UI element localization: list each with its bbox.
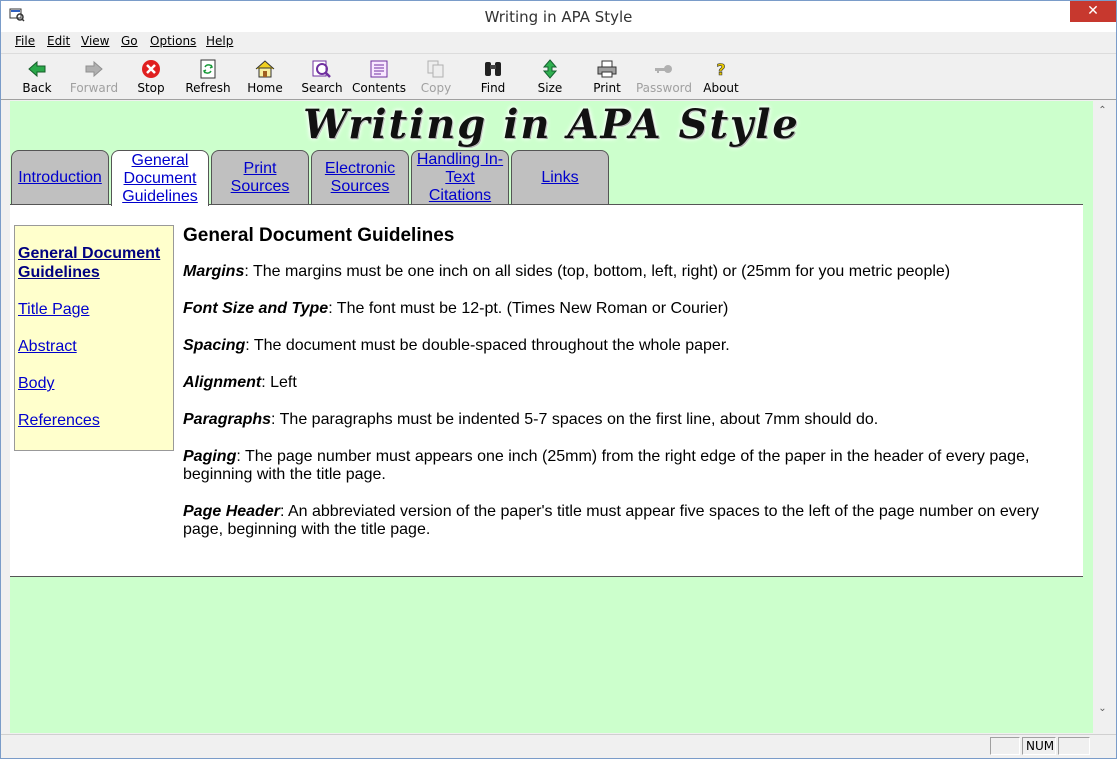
find-button[interactable]: Find	[463, 58, 523, 98]
printer-icon	[596, 58, 618, 80]
banner	[10, 101, 1093, 149]
menu-options[interactable]: Options	[150, 34, 197, 48]
menu-go[interactable]: Go	[121, 34, 138, 48]
scroll-down-icon[interactable]: ⌄	[1098, 703, 1107, 714]
menu-bar	[1, 32, 1116, 52]
forward-arrow-icon	[83, 58, 105, 80]
back-button[interactable]: Back	[7, 58, 67, 98]
tab-general-document-guidelines[interactable]: General Document Guidelines	[111, 150, 209, 206]
search-button[interactable]: Search	[292, 58, 352, 98]
status-bar	[1, 734, 1116, 758]
home-icon	[254, 58, 276, 80]
tab-electronic-sources[interactable]: Electronic Sources	[311, 150, 409, 204]
guideline-page-header: Page Header: An abbreviated version of the paper's title must appear five spaces to the left of the page number on every page, beginning with the title page.	[183, 503, 1039, 538]
close-button[interactable]: ✕	[1070, 1, 1116, 22]
nav-link-abstract[interactable]: Abstract	[18, 338, 77, 355]
stop-button[interactable]: Stop	[121, 58, 181, 98]
menu-help[interactable]: Help	[206, 34, 234, 48]
scroll-up-icon[interactable]: ⌃	[1098, 105, 1107, 116]
search-icon	[311, 58, 333, 80]
nav-link-references[interactable]: References	[18, 412, 100, 429]
guideline-paging: Paging: The page number must appears one inch (25mm) from the right edge of the paper in the header of every page, beginning with the title page.	[183, 448, 1030, 483]
status-pane-empty-2	[1058, 737, 1090, 755]
home-button[interactable]: Home	[235, 58, 295, 98]
guideline-font: Font Size and Type: The font must be 12-pt. (Times New Roman or Courier)	[183, 300, 729, 317]
size-icon	[539, 58, 561, 80]
nav-link-title-page[interactable]: Title Page	[18, 301, 90, 318]
size-button[interactable]: Size	[520, 58, 580, 98]
content-area	[10, 101, 1093, 733]
nav-link-general-document-guidelines[interactable]: General Document Guidelines	[18, 245, 161, 281]
guideline-margins: Margins: The margins must be one inch on all sides (top, bottom, left, right) or (25mm for you metric people)	[183, 263, 951, 280]
status-num: NUM	[1022, 737, 1056, 755]
content-panel	[10, 204, 1083, 577]
nav-link-body[interactable]: Body	[18, 375, 55, 392]
guideline-paragraphs: Paragraphs: The paragraphs must be indented 5-7 spaces on the first line, about 7mm should do.	[183, 411, 879, 428]
menu-edit[interactable]: Edit	[47, 34, 71, 48]
guideline-alignment: Alignment: Left	[183, 374, 297, 391]
stop-icon	[140, 58, 162, 80]
status-pane-empty	[990, 737, 1020, 755]
main-text	[183, 225, 1073, 558]
menu-view[interactable]: View	[81, 34, 110, 48]
refresh-button[interactable]: Refresh	[178, 58, 238, 98]
tab-print-sources[interactable]: Print Sources	[211, 150, 309, 204]
tab-handling-in-text-citations[interactable]: Handling In-Text Citations	[411, 150, 509, 204]
guideline-spacing: Spacing: The document must be double-spaced throughout the whole paper.	[183, 337, 730, 354]
tab-links[interactable]: Links	[511, 150, 609, 204]
page-heading: General Document Guidelines	[183, 225, 455, 246]
menu-file[interactable]: File	[15, 34, 36, 48]
tab-introduction[interactable]: Introduction	[11, 150, 109, 204]
about-button[interactable]: ? About	[703, 60, 739, 95]
password-button[interactable]: Password	[634, 58, 694, 98]
back-arrow-icon	[26, 58, 48, 80]
refresh-icon	[197, 58, 219, 80]
copy-icon	[425, 58, 447, 80]
copy-button[interactable]: Copy	[406, 58, 466, 98]
contents-button[interactable]: Contents	[349, 58, 409, 98]
question-icon	[710, 58, 732, 80]
forward-button[interactable]: Forward	[64, 58, 124, 98]
toolbar	[1, 53, 1116, 100]
key-icon	[653, 58, 675, 80]
section-nav	[14, 225, 174, 451]
banner-title: Writing in APA Style	[303, 101, 800, 148]
binoculars-icon	[482, 58, 504, 80]
window-title: Writing in APA Style	[484, 8, 633, 26]
vertical-scrollbar[interactable]	[1094, 101, 1111, 733]
contents-icon	[368, 58, 390, 80]
title-bar	[1, 1, 1116, 32]
print-button[interactable]: Print	[577, 58, 637, 98]
svg-text:?: ?	[716, 60, 726, 79]
